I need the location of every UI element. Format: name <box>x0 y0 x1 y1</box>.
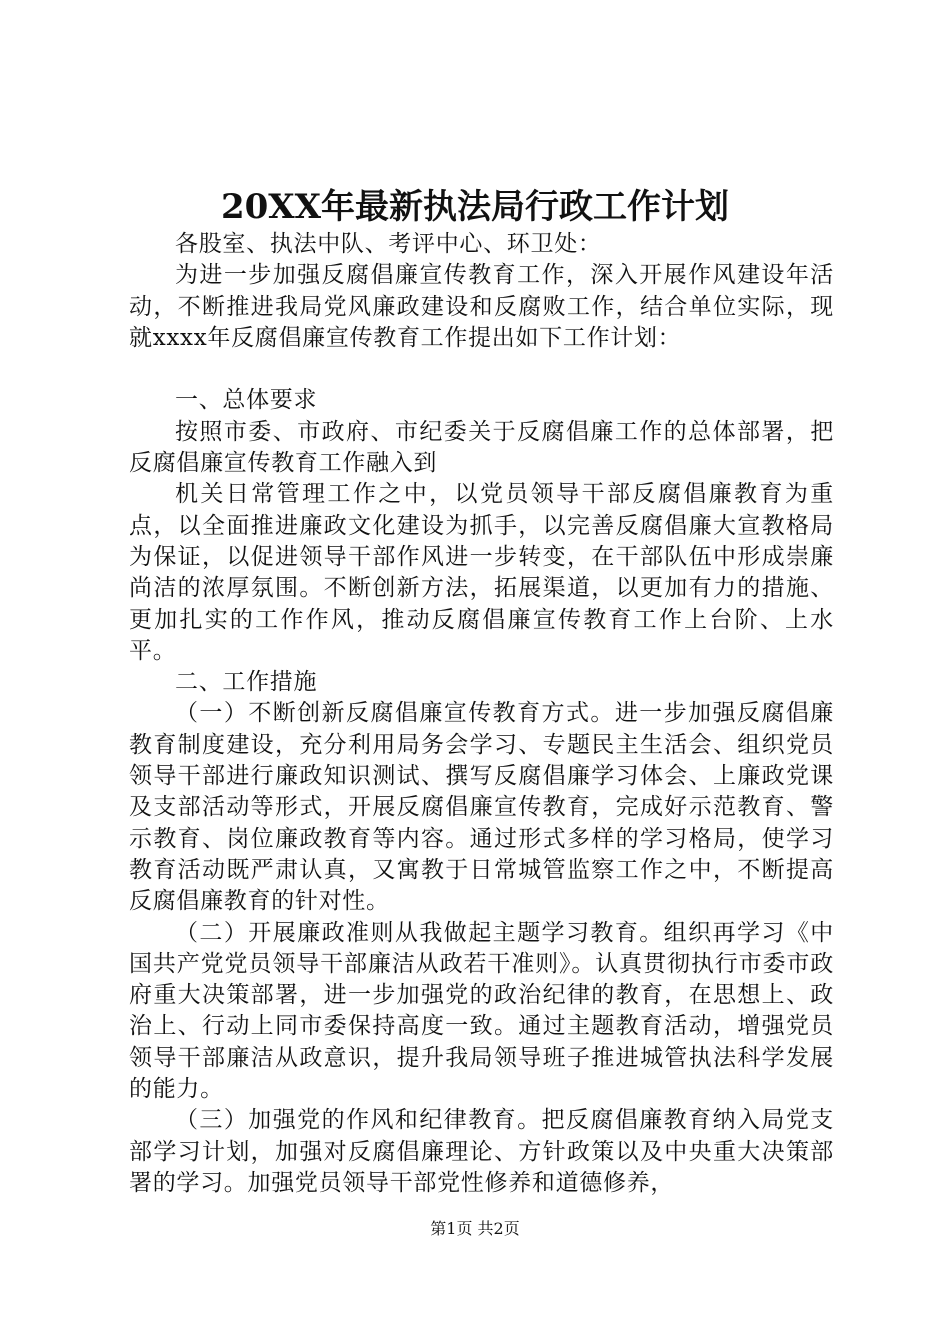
body-paragraph: 按照市委、市政府、市纪委关于反腐倡廉工作的总体部署，把反腐倡廉宣传教育工作融入到 <box>129 418 834 477</box>
section-heading-overall-requirements: 一、总体要求 <box>175 387 318 414</box>
document-body <box>129 229 834 1199</box>
document-title: 20XX年最新执法局行政工作计划 <box>220 187 730 227</box>
intro-paragraph: 为进一步加强反腐倡廉宣传教育工作，深入开展作风建设年活动，不断推进我局党风廉政建设和反腐败工作，结合单位实际，现就xxxx年反腐倡廉宣传教育工作提出如下工作计划： <box>129 262 834 351</box>
salutation-paragraph: 各股室、执法中队、考评中心、环卫处： <box>175 231 602 257</box>
page-number-footer: 第1页 共2页 <box>430 1219 520 1238</box>
measure-paragraph-3: （三）加强党的作风和纪律教育。把反腐倡廉教育纳入局党支部学习计划，加强对反腐倡廉理论、方针政策以及中央重大决策部署的学习。加强党员领导干部党性修养和道德修养， <box>129 1107 834 1196</box>
body-paragraph: 机关日常管理工作之中，以党员领导干部反腐倡廉教育为重点，以全面推进廉政文化建设为抓手，以完善反腐倡廉大宣教格局为保证，以促进领导干部作风进一步转变，在干部队伍中形成崇廉尚洁的浓厚氛围。不断创新方法，拓展渠道，以更加有力的措施、更加扎实的工作作风，推动反腐倡廉宣传教育工作上台阶、上水平。 <box>129 481 834 664</box>
measure-paragraph-1: （一）不断创新反腐倡廉宣传教育方式。进一步加强反腐倡廉教育制度建设，充分利用局务会学习、专题民主生活会、组织党员领导干部进行廉政知识测试、撰写反腐倡廉学习体会、上廉政党课及支部活动等形式，开展反腐倡廉宣传教育，完成好示范教育、警示教育、岗位廉政教育等内容。通过形式多样的学习格局，使学习教育活动既严肃认真，又寓教于日常城管监察工作之中，不断提高反腐倡廉教育的针对性。 <box>129 700 834 915</box>
measure-paragraph-2: （二）开展廉政准则从我做起主题学习教育。组织再学习《中国共产党党员领导干部廉洁从政若干准则》。认真贯彻执行市委市政府重大决策部署，进一步加强党的政治纪律的教育，在思想上、政治上、行动上同市委保持高度一致。通过主题教育活动，增强党员领导干部廉洁从政意识，提升我局领导班子推进城管执法科学发展的能力。 <box>129 919 834 1103</box>
section-heading-work-measures: 二、工作措施 <box>175 669 318 696</box>
